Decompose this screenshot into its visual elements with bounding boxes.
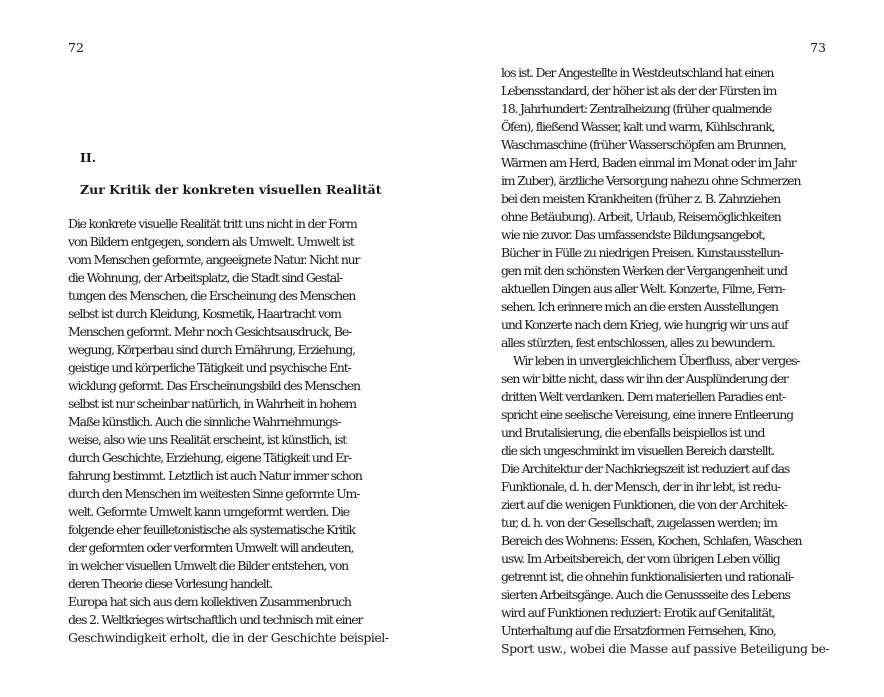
text-line: im Zuber), ärztliche Versorgung nahezu ohne Schmerzen: [501, 173, 801, 188]
text-line: Bereich des Wohnens: Essen, Kochen, Schlafen, Waschen: [501, 533, 802, 548]
text-line: selbst ist nur scheinbar natürlich, in Wahrheit in hohem: [68, 396, 356, 411]
text-line: tur, d. h. von der Gesellschaft, zugelassen werden; im: [501, 515, 777, 530]
text-line: Wärmen am Herd, Baden einmal im Monat oder im Jahr: [501, 155, 796, 170]
text-line: bei den meisten Krankheiten (früher z. B. Zahnziehen: [501, 191, 781, 206]
text-line: Die Architektur der Nachkriegszeit ist reduziert auf das: [501, 461, 790, 476]
text-line: folgende eher feuilletonistische als systematische Kritik: [68, 522, 355, 537]
text-line: selbst ist durch Kleidung, Kosmetik, Haartracht vom: [68, 306, 341, 321]
text-line: deren Theorie diese Vorlesung handelt.: [68, 576, 273, 591]
text-line: welt. Geformte Umwelt kann umgeformt werden. Die: [68, 504, 349, 519]
text-line: der geformten oder verformten Umwelt will andeuten,: [68, 540, 354, 555]
page-number: 72: [68, 40, 84, 55]
text-line: ohne Betäubung). Arbeit, Urlaub, Reisemöglichkeiten: [501, 209, 781, 224]
text-line: geistige und körperliche Tätigkeit und psychische Ent-: [68, 360, 351, 375]
page-number: 73: [810, 40, 826, 55]
section-number: II.: [80, 150, 97, 165]
text-line: und Brutalisierung, die ebenfalls beispiellos ist und: [501, 425, 765, 440]
body-text: [68, 215, 388, 647]
text-line: dritten Welt verdanken. Dem materiellen Paradies ent-: [501, 389, 785, 404]
text-line: usw. Im Arbeitsbereich, der vom übrigen Leben völlig: [501, 551, 780, 566]
text-line: wird auf Funktionen reduziert: Erotik auf Genitalität,: [501, 605, 775, 620]
text-line: Menschen geformt. Mehr noch Gesichtsausdruck, Be-: [68, 324, 352, 339]
text-line: Waschmaschine (früher Wasserschöpfen am Brunnen,: [501, 137, 786, 152]
text-line: in welcher visuellen Umwelt die Bilder entstehen, von: [68, 558, 349, 573]
text-line: des 2. Weltkrieges wirtschaftlich und technisch mit einer: [68, 612, 363, 627]
text-line: Lebensstandard, der höher ist als der der Fürsten im: [501, 83, 777, 98]
text-line: von Bildern entgegen, sondern als Umwelt. Umwelt ist: [68, 234, 354, 249]
text-line: wegung, Körperbau sind durch Ernährung, Erziehung,: [68, 342, 355, 357]
text-line: und Konzerte nach dem Krieg, wie hungrig wir uns auf: [501, 317, 788, 332]
text-line: fahrung bestimmt. Letztlich ist auch Natur immer schon: [68, 468, 362, 483]
section-title: Zur Kritik der konkreten visuellen Realität: [80, 182, 382, 197]
text-line: Unterhaltung auf die Ersatzformen Fernsehen, Kino,: [501, 623, 776, 638]
text-line: los ist. Der Angestellte in Westdeutschland hat einen: [501, 65, 774, 80]
text-line: Die konkrete visuelle Realität tritt uns nicht in der Form: [68, 216, 357, 231]
text-line: alles stürzten, fest entschlossen, alles zu bewundern.: [501, 335, 775, 350]
text-line: gen mit den schönsten Werken der Vergangenheit und: [501, 263, 787, 278]
text-line: wicklung geformt. Das Erscheinungsbild des Menschen: [68, 378, 360, 393]
text-line: Maße künstlich. Auch die sinnliche Wahrnehmungs-: [68, 414, 341, 429]
text-line: durch den Menschen im weitesten Sinne geformte Um-: [68, 486, 360, 501]
text-line: ziert auf die wenigen Funktionen, die von der Architek-: [501, 497, 787, 512]
text-line: weise, also wie uns Realität erscheint, ist künstlich, ist: [68, 432, 347, 447]
text-line: Funktionale, d. h. der Mensch, der in ihr lebt, ist redu-: [501, 479, 781, 494]
text-line: 18. Jahrhundert: Zentralheizung (früher qualmende: [501, 101, 772, 116]
text-line: die Wohnung, der Arbeitsplatz, die Stadt sind Gestal-: [68, 270, 342, 285]
text-line: aktuellen Dingen aus aller Welt. Konzerte, Filme, Fern-: [501, 281, 785, 296]
text-line: Wir leben in unvergleichlichem Überfluss, aber verges-: [513, 353, 800, 368]
text-line: spricht eine seelische Vereisung, eine innere Entleerung: [501, 407, 793, 422]
text-line: sen wir bitte nicht, dass wir ihn der Ausplünderung der: [501, 371, 788, 386]
text-line: Europa hat sich aus dem kollektiven Zusammenbruch: [68, 594, 351, 609]
text-line: durch Geschichte, Erziehung, eigene Tätigkeit und Er-: [68, 450, 351, 465]
body-text: [501, 64, 829, 658]
text-line: Öfen), fließend Wasser, kalt und warm, Kühlschrank,: [501, 119, 775, 134]
text-line: die sich ungeschminkt im visuellen Bereich darstellt.: [501, 443, 775, 458]
text-line: vom Menschen geformte, angeeignete Natur. Nicht nur: [68, 252, 360, 267]
text-line: getrennt ist, die ohnehin funktionalisierten und rationali-: [501, 569, 794, 584]
text-line: Bücher in Fülle zu niedrigen Preisen. Kunstausstellun-: [501, 245, 783, 260]
text-line: sierten Arbeitsgänge. Auch die Genussseite des Lebens: [501, 587, 790, 602]
text-line: Sport usw., wobei die Masse auf passive Beteiligung be-: [501, 641, 830, 656]
text-line: sehen. Ich erinnere mich an die ersten Ausstellungen: [501, 299, 778, 314]
text-line: Geschwindigkeit erholt, die in der Geschichte beispiel-: [68, 630, 389, 645]
text-line: wie nie zuvor. Das umfassendste Bildungsangebot,: [501, 227, 765, 242]
right-page: [442, 0, 884, 697]
text-line: tungen des Menschen, die Erscheinung des Menschen: [68, 288, 356, 303]
